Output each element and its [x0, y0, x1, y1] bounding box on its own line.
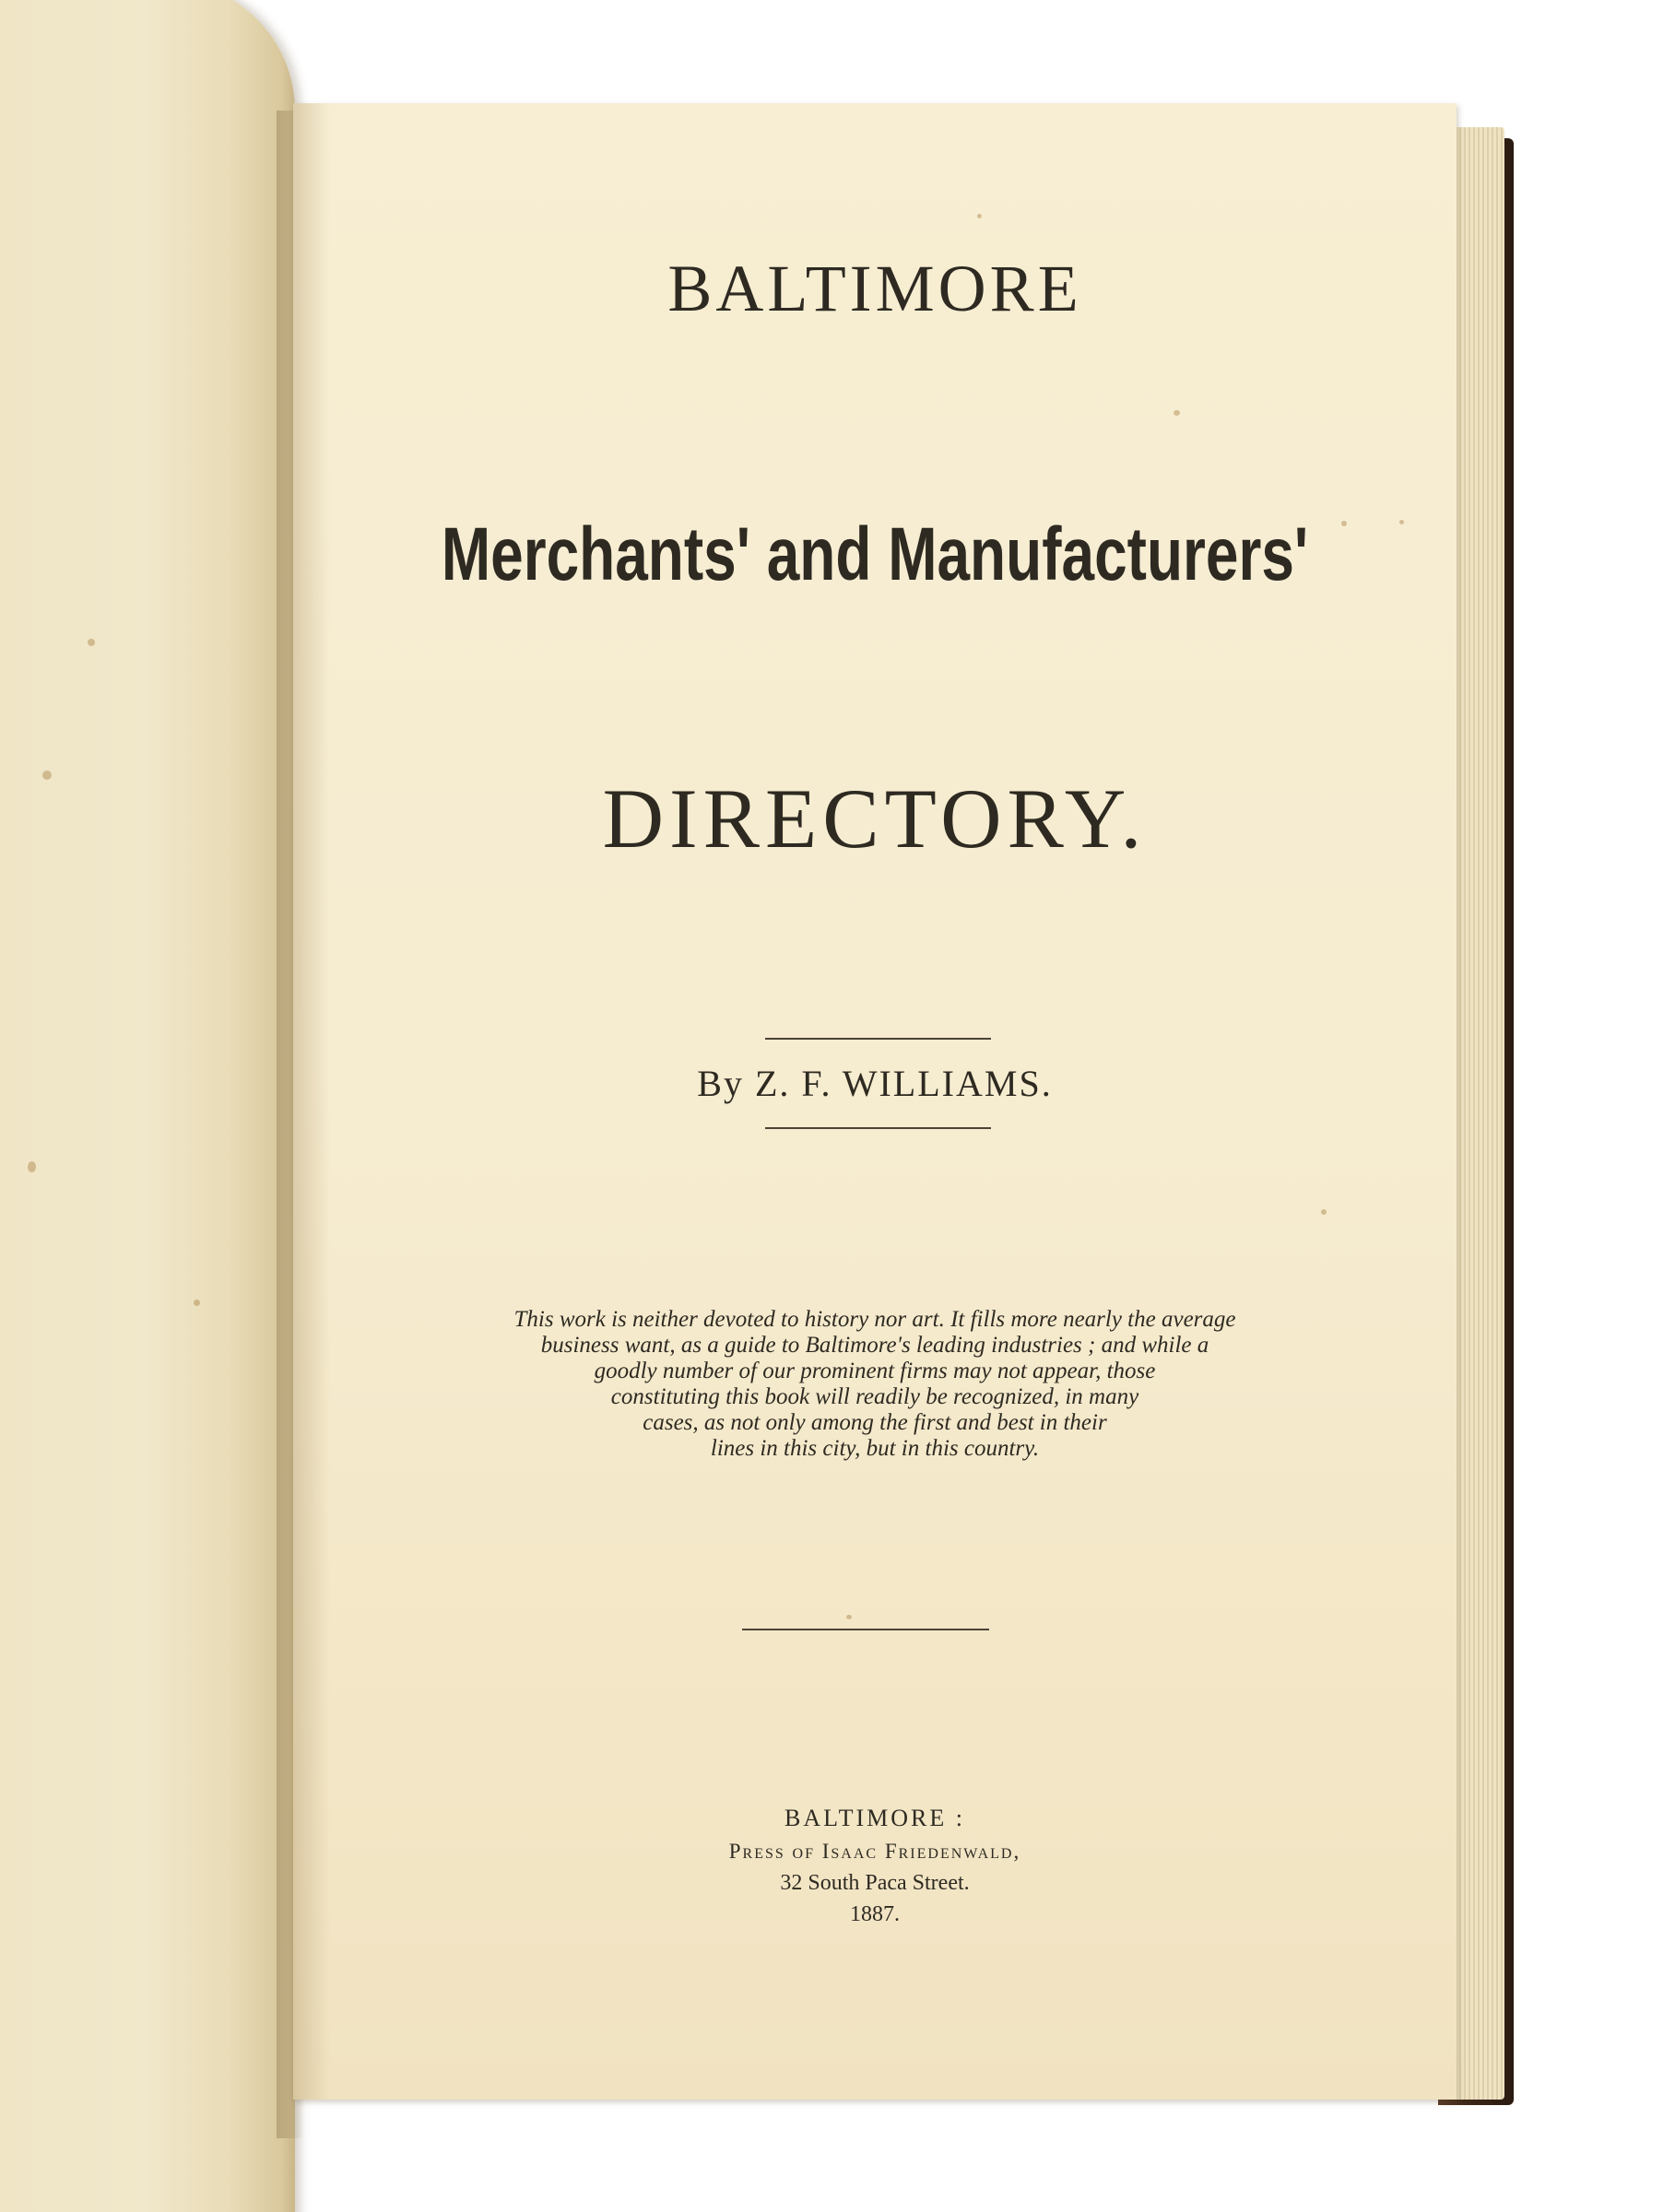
foxing-spot [28, 1161, 36, 1172]
rule-below-byline [765, 1127, 991, 1129]
foxing-spot [42, 771, 52, 780]
blurb-line: constituting this book will readily be recognized, in many [610, 1384, 1139, 1409]
byline: By Z. F. WILLIAMS. [697, 1063, 1053, 1104]
title-page-blurb [293, 1307, 1457, 1462]
foxing-spot [194, 1300, 200, 1306]
rule-above-byline [765, 1038, 991, 1040]
blurb-line: cases, as not only among the first and best in their [643, 1410, 1107, 1435]
foxing-spot [1341, 521, 1347, 526]
blurb-line: goodly number of our prominent firms may not appear, those [594, 1359, 1156, 1383]
foxing-spot [1321, 1209, 1327, 1215]
foxing-spot [977, 214, 982, 218]
imprint-street: 32 South Paca Street. [780, 1871, 970, 1895]
foxing-spot [846, 1615, 852, 1619]
imprint-city: BALTIMORE : [784, 1805, 965, 1831]
imprint-year: 1887. [850, 1902, 900, 1926]
blurb-line: lines in this city, but in this country. [710, 1436, 1040, 1461]
foxing-spot [88, 639, 95, 646]
imprint-press: Press of Isaac Friedenwald, [728, 1840, 1021, 1863]
foxing-spot [1174, 410, 1180, 416]
rule-above-imprint [742, 1629, 989, 1630]
foxing-spot [1399, 520, 1404, 524]
heading-main: Merchants' and Manufacturers' [441, 512, 1309, 596]
heading-city: BALTIMORE [667, 252, 1082, 325]
blurb-line: business want, as a guide to Baltimore's leading industries ; and while a [540, 1333, 1209, 1358]
heading-type: DIRECTORY. [602, 771, 1148, 865]
left-page [0, 0, 295, 2212]
blurb-line: This work is neither devoted to history nor art. It fills more nearly the average [513, 1307, 1236, 1332]
